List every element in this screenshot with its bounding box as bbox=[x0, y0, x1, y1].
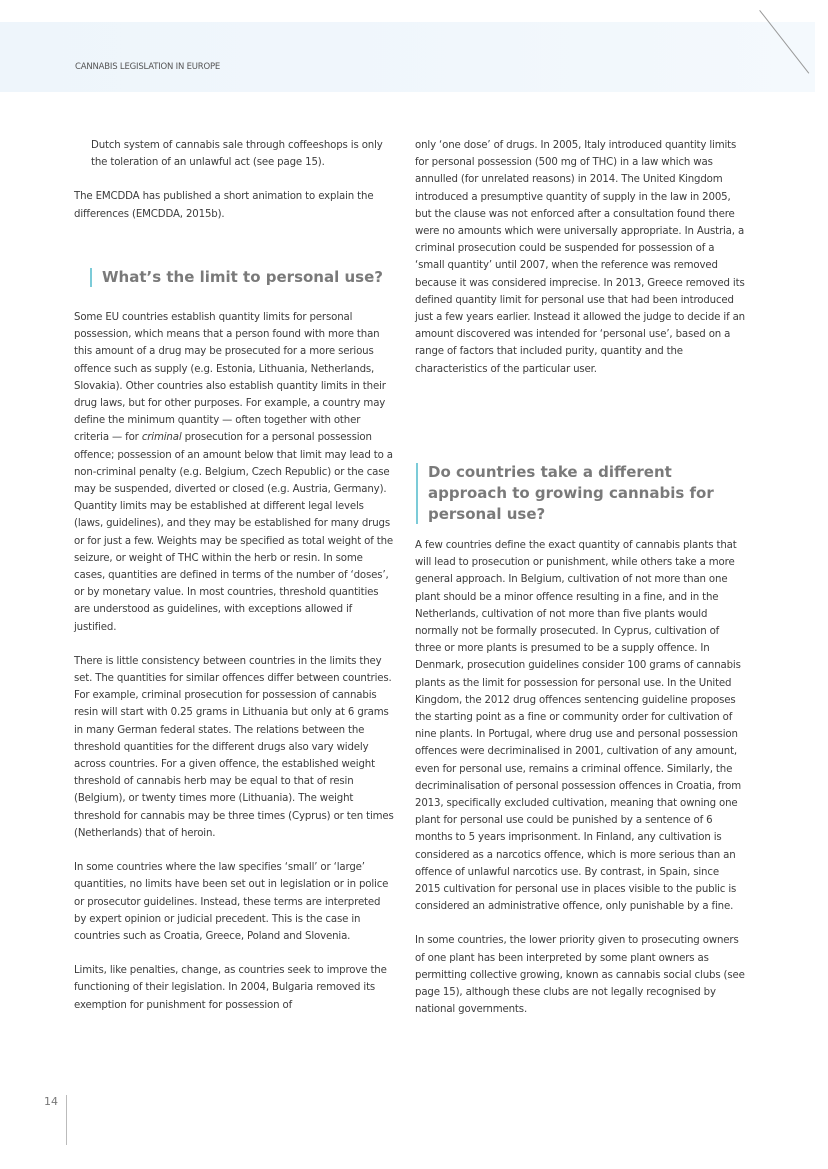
intro-continuation: Dutch system of cannabis sale through coffeeshops is only the toleration of an unlawful act (see page 15). bbox=[91, 140, 383, 169]
paragraph-continuation: only ‘one dose’ of drugs. In 2005, Italy introduced quantity limits for personal possession (500 mg of THC) in a law which was annulled (for unrelated reasons) in 2014. The United Kingdom introduced a presumptive quantity of supply in the law in 2005, but the clause was not enforced after a consultation found there were no amounts which were universally appropriate. In Austria, a criminal prosecution could be suspended for possession of a ‘small quantity’ until 2007, when the reference was removed because it was considered imprecise. In 2013, Greece removed its defined quantity limit for personal use that had been introduced just a few years earlier. Instead it allowed the judge to decide if an amount discovered was intended for ‘personal use’, based on a range of factors that included purity, quantity and the characteristics of the particular user. bbox=[415, 140, 745, 375]
section-heading-personal-use-limit: What’s the limit to personal use? bbox=[90, 267, 402, 288]
left-column-body bbox=[74, 309, 394, 1031]
paragraph-consistency: There is little consistency between countries in the limits they set. The quantities for similar offences differ between countries. For example, criminal prosecution for possession of cannabis resin will start with 0.25 grams in Lithuania but only at 6 grams in many German federal states. The relations between the threshold quantities for the different drugs also vary widely across countries. For a given offence, the established weight threshold of cannabis herb may be equal to that of resin (Belgium), or twenty times more (Lithuania). The weight threshold for cannabis may be three times (Cyprus) or ten times (Netherlands) that of heroin. bbox=[74, 655, 394, 839]
paragraph-cultivation: A few countries define the exact quantity of cannabis plants that will lead to prosecution or punishment, while others take a more general approach. In Belgium, cultivation of not more than one plant should be a minor offence resulting in a fine, and in the Netherlands, cultivation of not more than five plants would normally not be formally prosecuted. In Cyprus, cultivation of three or more plants is presumed to be a supply offence. In Denmark, prosecution guidelines consider 100 grams of cannabis plants as the limit for possession for personal use. In the United Kingdom, the 2012 drug offences sentencing guideline proposes the starting point as a fine or community order for cultivation of nine plants. In Portugal, where drug use and personal possession offences were decriminalised in 2001, cultivation of any amount, even for personal use, remains a criminal offence. Similarly, the decriminalisation of personal possession offences in Croatia, from 2013, specifically excluded cultivation, meaning that owning one plant for personal use could be punished by a sentence of 6 months to 5 years imprisonment. In Finland, any cultivation is considered as a narcotics offence, which is more serious than an offence of unlawful narcotics use. By contrast, in Spain, since 2015 cultivation for personal use in places visible to the public is considered an administrative offence, only punishable by a fine. bbox=[415, 540, 741, 913]
right-column bbox=[415, 137, 745, 395]
emcdda-paragraph: The EMCDDA has published a short animation to explain the differences (EMCDDA, 2015b). bbox=[74, 191, 374, 220]
text-span: Some EU countries establish quantity limits for personal possession, which means that a person found with more than this amount of a drug may be prosecuted for a more serious offence such as supply (e.g. Estonia, Lithuania, Netherlands, Slovakia). Other countries also establish quantity limits in their drug laws, but for other purposes. For example, a country may define the minimum quantity — often together with other criteria — for bbox=[74, 312, 386, 444]
right-column-body bbox=[415, 537, 745, 1035]
section-heading-growing-cannabis: Do countries take a different approach to growing cannabis for personal use? bbox=[416, 462, 748, 525]
page-number-rule bbox=[66, 1095, 67, 1145]
running-title: CANNABIS LEGISLATION IN EUROPE bbox=[75, 62, 221, 72]
paragraph-social-clubs: In some countries, the lower priority given to prosecuting owners of one plant has been interpreted by some plant owners as permitting collective growing, known as cannabis social clubs (see page 15), although these clubs are not legally recognised by national governments. bbox=[415, 935, 745, 1016]
page-number: 14 bbox=[44, 1095, 58, 1108]
paragraph-small-large: In some countries where the law specifies ‘small’ or ‘large’ quantities, no limits have been set out in legislation or in police or prosecutor guidelines. Instead, these terms are interpreted by expert opinion or judicial precedent. This is the case in countries such as Croatia, Greece, Poland and Slovenia. bbox=[74, 862, 389, 942]
text-span: prosecution for a personal possession offence; possession of an amount below that limit may lead to a non-criminal penalty (e.g. Belgium, Czech Republic) or the case may be suspended, diverted or closed (e.g. Austria, Germany). Quantity limits may be established at different legal levels (laws, guidelines), and they may be established for many drugs or for just a few. Weights may be specified as total weight of the seizure, or weight of THC within the herb or resin. In some cases, quantities are defined in terms of the number of ‘doses’, or by monetary value. In most countries, threshold quantities are understood as guidelines, with exceptions allowed if justified. bbox=[74, 432, 394, 633]
emphasis-criminal: criminal bbox=[141, 432, 182, 444]
paragraph-limits-change: Limits, like penalties, change, as countries seek to improve the functioning of their legislation. In 2004, Bulgaria removed its exemption for punishment for possession of bbox=[74, 965, 387, 1011]
paragraph-quantity-limits bbox=[74, 309, 394, 636]
header-band bbox=[0, 22, 815, 92]
left-column bbox=[74, 137, 394, 240]
